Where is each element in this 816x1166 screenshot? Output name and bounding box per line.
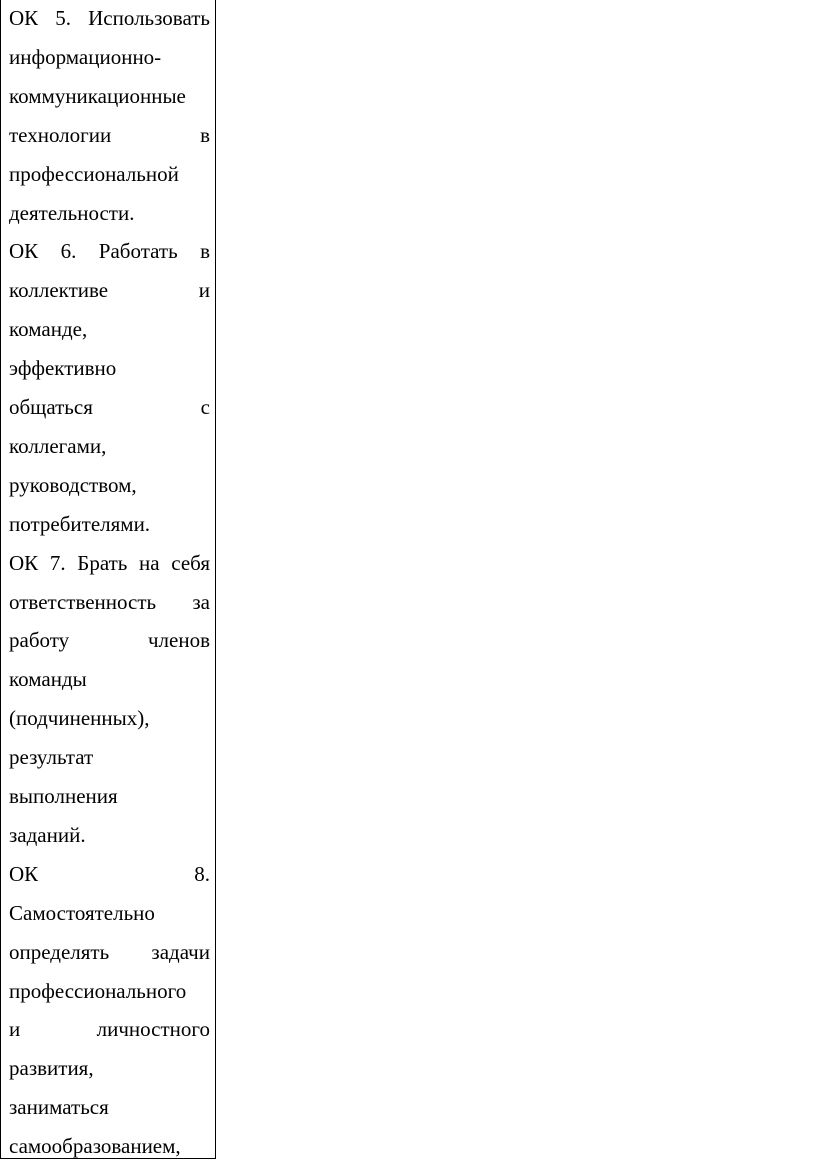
text-word: деятельности. <box>9 200 135 225</box>
text-line <box>9 466 210 505</box>
text-word: самообразованием, <box>9 1134 181 1159</box>
text-line <box>9 777 210 816</box>
text-line <box>9 505 210 544</box>
text-line <box>9 621 210 660</box>
text-word: 8. <box>194 861 210 886</box>
text-word: членов <box>147 628 210 653</box>
text-line <box>9 349 210 388</box>
text-line <box>9 194 210 233</box>
text-word: общаться <box>9 395 93 419</box>
text-line <box>9 271 210 310</box>
text-word: заданий. <box>9 822 86 847</box>
text-line <box>9 660 210 699</box>
text-word: и <box>198 278 210 303</box>
text-word: Брать <box>77 550 128 575</box>
text-word: коллективе <box>9 278 109 303</box>
text-word: ОК <box>9 861 39 886</box>
text-word: коллегами, <box>9 433 107 458</box>
table-cell <box>0 0 216 1159</box>
text-line <box>9 38 210 77</box>
text-line <box>9 388 210 427</box>
text-line <box>9 1088 210 1127</box>
text-line <box>9 1127 210 1166</box>
text-line <box>9 1010 210 1049</box>
text-word: заниматься <box>9 1095 109 1120</box>
text-word: себя <box>171 550 210 575</box>
text-word: информационно- <box>9 44 162 69</box>
text-word: за <box>192 589 210 614</box>
text-word: команды <box>9 667 87 692</box>
text-word: потребителями. <box>9 511 151 536</box>
text-word: работу <box>9 628 70 653</box>
text-word: на <box>139 550 160 575</box>
text-word: с <box>200 395 210 419</box>
text-line <box>9 972 210 1011</box>
text-word: профессиональной <box>9 161 179 186</box>
text-word: ОК <box>9 239 39 264</box>
text-word: профессионального <box>9 978 187 1003</box>
text-word: личностного <box>96 1017 210 1042</box>
text-word: Работать <box>98 239 178 264</box>
text-line <box>9 1049 210 1088</box>
text-word: Использовать <box>88 6 210 30</box>
text-word: определять <box>9 939 110 964</box>
text-word: ОК <box>9 550 39 575</box>
text-word: ответственность <box>9 589 157 614</box>
text-word: команде, <box>9 317 88 342</box>
text-word: выполнения <box>9 784 118 808</box>
text-word: в <box>200 122 210 147</box>
text-word: и <box>9 1017 21 1042</box>
text-line <box>9 894 210 933</box>
text-line <box>9 855 210 894</box>
text-line <box>9 232 210 271</box>
text-word: Самостоятельно <box>9 900 155 925</box>
text-word: (подчиненных), <box>9 706 150 731</box>
text-line <box>9 816 210 855</box>
text-word: 7. <box>49 550 66 575</box>
text-word: в <box>200 239 210 264</box>
text-word: технологии <box>9 122 112 147</box>
text-line <box>9 77 210 116</box>
text-word: 6. <box>60 239 77 264</box>
text-word: коммуникационные <box>9 83 186 108</box>
text-line <box>9 116 210 155</box>
text-word: 5. <box>55 6 72 30</box>
text-word: ОК <box>9 6 39 30</box>
text-line <box>9 310 210 349</box>
text-line <box>9 933 210 972</box>
text-word: эффективно <box>9 356 117 381</box>
text-word: развития, <box>9 1056 94 1081</box>
text-line <box>9 583 210 622</box>
text-line <box>9 155 210 194</box>
text-line <box>9 427 210 466</box>
text-line <box>9 699 210 738</box>
text-line <box>9 0 210 38</box>
text-word: задачи <box>151 939 210 964</box>
text-word: результат <box>9 745 94 770</box>
text-line <box>9 544 210 583</box>
text-word: руководством, <box>9 472 137 497</box>
text-line <box>9 738 210 777</box>
